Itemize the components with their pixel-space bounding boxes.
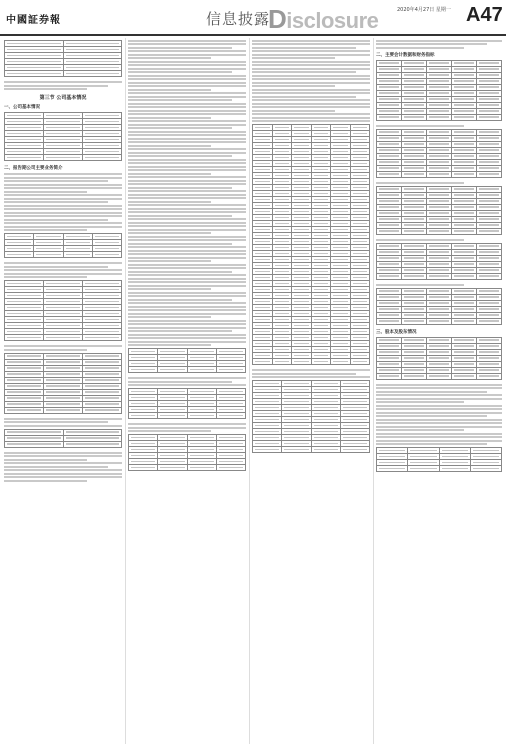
data-table — [252, 380, 370, 453]
column-2 — [128, 38, 246, 744]
section-title-zh: 信息披露 — [206, 10, 271, 28]
financial-data-table — [376, 243, 502, 280]
page-number: A47 — [466, 4, 503, 26]
column-divider — [373, 38, 374, 744]
section-heading: 第三节 公司基本情况 — [39, 95, 87, 101]
column-3 — [252, 38, 370, 744]
financial-data-table — [376, 186, 502, 235]
data-table — [252, 124, 370, 365]
company-info-table — [4, 40, 122, 77]
basic-info-table — [4, 112, 122, 161]
section-title-en — [268, 4, 378, 35]
data-table — [4, 429, 122, 448]
newspaper-logo: 中國証券報 — [6, 15, 61, 26]
column-4 — [376, 38, 502, 744]
sub-heading: 二、主要会计数据和财务指标 — [376, 52, 435, 58]
data-table — [128, 434, 246, 471]
data-table — [4, 353, 122, 414]
page-header — [0, 0, 506, 36]
section-title-en-rest: isclosure — [286, 8, 379, 33]
data-table — [4, 280, 122, 341]
section-title-en-initial: D — [268, 4, 287, 34]
column-divider — [249, 38, 250, 744]
financial-data-table — [376, 60, 502, 121]
sub-heading: 三、股本及股东情况 — [376, 329, 417, 335]
data-table — [128, 388, 246, 419]
shareholder-table — [376, 337, 502, 380]
financial-data-table — [376, 129, 502, 178]
issue-date: 2020年4月27日 星期一 — [397, 7, 451, 13]
financial-data-table — [376, 288, 502, 325]
column-1 — [4, 38, 122, 744]
data-table — [4, 233, 122, 258]
sub-heading: 一、公司基本情况 — [4, 105, 40, 110]
column-divider — [125, 38, 126, 744]
data-table — [376, 447, 502, 472]
data-table — [128, 348, 246, 373]
sub-heading: 二、报告期公司主要业务简介 — [4, 166, 63, 171]
